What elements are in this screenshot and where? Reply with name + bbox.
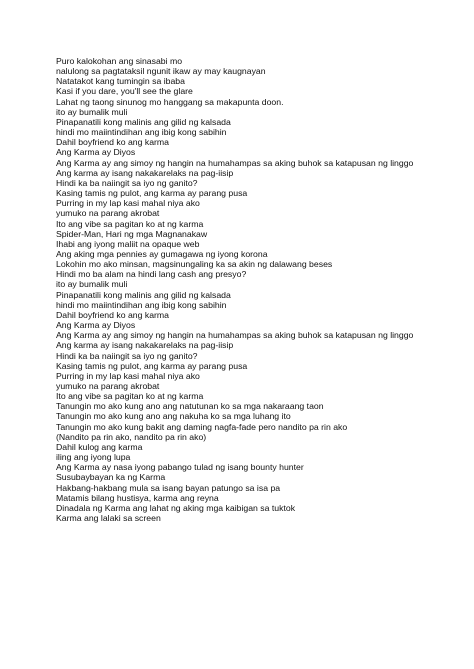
text-line: Spider-Man, Hari ng mga Magnanakaw	[56, 228, 208, 239]
text-line: Pinapanatili kong malinis ang gilid ng kalsada	[56, 116, 231, 127]
text-line: Hindi mo ba alam na hindi lang cash ang presyo?	[56, 269, 247, 280]
text-line: ito ay bumalik muli	[56, 106, 128, 117]
text-line: Matamis bilang hustisya, karma ang reyna	[56, 492, 219, 503]
text-line: hindi mo maiintindihan ang ibig kong sabihin	[56, 299, 227, 310]
text-line: Puro kalokohan ang sinasabi mo	[56, 56, 183, 66]
text-line: Lokohin mo ako minsan, magsinungaling ka sa akin ng dalawang beses	[56, 259, 333, 270]
text-line: Hakbang-hakbang mula sa isang bayan patungo sa isa pa	[56, 482, 281, 493]
text-line: Tanungin mo ako kung bakit ang daming nagfa-fade pero nandito pa rin ako	[56, 421, 348, 432]
text-line: Ang aking mga pennies ay gumagawa ng iyong korona	[56, 248, 268, 259]
text-line: Susubaybayan ka ng Karma	[56, 472, 166, 483]
text-line: Ang Karma ay ang simoy ng hangin na humahampas sa aking buhok sa katapusan ng linggo	[56, 157, 414, 168]
text-line: Ang Karma ay Diyos	[56, 320, 136, 331]
text-line: Dahil kulog ang karma	[56, 441, 143, 452]
text-line: Hindi ka ba naiingit sa iyo ng ganito?	[56, 177, 198, 188]
text-line: Pinapanatili kong malinis ang gilid ng kalsada	[56, 289, 231, 300]
text-line: Tanungin mo ako kung ano ang natutunan ko sa mga nakaraang taon	[56, 401, 324, 412]
text-line: hindi mo maiintindihan ang ibig kong sabihin	[56, 127, 227, 138]
text-line: Dinadala ng Karma ang lahat ng aking mga kaibigan sa tuktok	[56, 502, 296, 513]
text-line: Dahil boyfriend ko ang karma	[56, 137, 169, 148]
text-line: iling ang iyong lupa	[56, 452, 131, 463]
text-line: Kasing tamis ng pulot, ang karma ay parang pusa	[56, 188, 248, 199]
text-line: Hindi ka ba naiingit sa iyo ng ganito?	[56, 350, 198, 361]
text-line: ito ay bumalik muli	[56, 279, 128, 290]
text-line: Karma ang lalaki sa screen	[56, 513, 161, 524]
text-line: (Nandito pa rin ako, nandito pa rin ako)	[56, 431, 207, 442]
text-line: Ito ang vibe sa pagitan ko at ng karma	[56, 391, 204, 402]
text-line: Purring in my lap kasi mahal niya ako	[56, 370, 200, 381]
text-line: Ito ang vibe sa pagitan ko at ng karma	[56, 218, 204, 229]
text-line: Ihabi ang iyong maliit na opaque web	[56, 238, 200, 249]
text-line: Natatakot kang tumingin sa ibaba	[56, 76, 185, 87]
text-line: yumuko na parang akrobat	[56, 208, 160, 219]
text-line: Lahat ng taong sinunog mo hanggang sa makapunta doon.	[56, 96, 284, 107]
lyrics-text-block	[56, 56, 451, 523]
text-line: yumuko na parang akrobat	[56, 381, 160, 391]
text-line: Dahil boyfriend ko ang karma	[56, 309, 169, 320]
text-line: Ang karma ay isang nakakarelaks na pag-iisip	[56, 167, 234, 178]
text-line: Ang Karma ay ang simoy ng hangin na humahampas sa aking buhok sa katapusan ng linggo	[56, 330, 414, 341]
text-line: Kasi if you dare, you'll see the glare	[56, 86, 193, 97]
text-line: Ang Karma ay Diyos	[56, 147, 136, 158]
text-line: Tanungin mo ako kung ano ang nakuha ko sa mga luhang ito	[56, 411, 291, 422]
text-line: Ang karma ay isang nakakarelaks na pag-iisip	[56, 340, 234, 351]
text-line: Ang Karma ay nasa iyong pabango tulad ng isang bounty hunter	[56, 462, 304, 473]
text-line: Purring in my lap kasi mahal niya ako	[56, 198, 200, 209]
text-line: nalulong sa pagtataksil ngunit ikaw ay may kaugnayan	[56, 66, 266, 77]
text-line: Kasing tamis ng pulot, ang karma ay parang pusa	[56, 360, 248, 371]
